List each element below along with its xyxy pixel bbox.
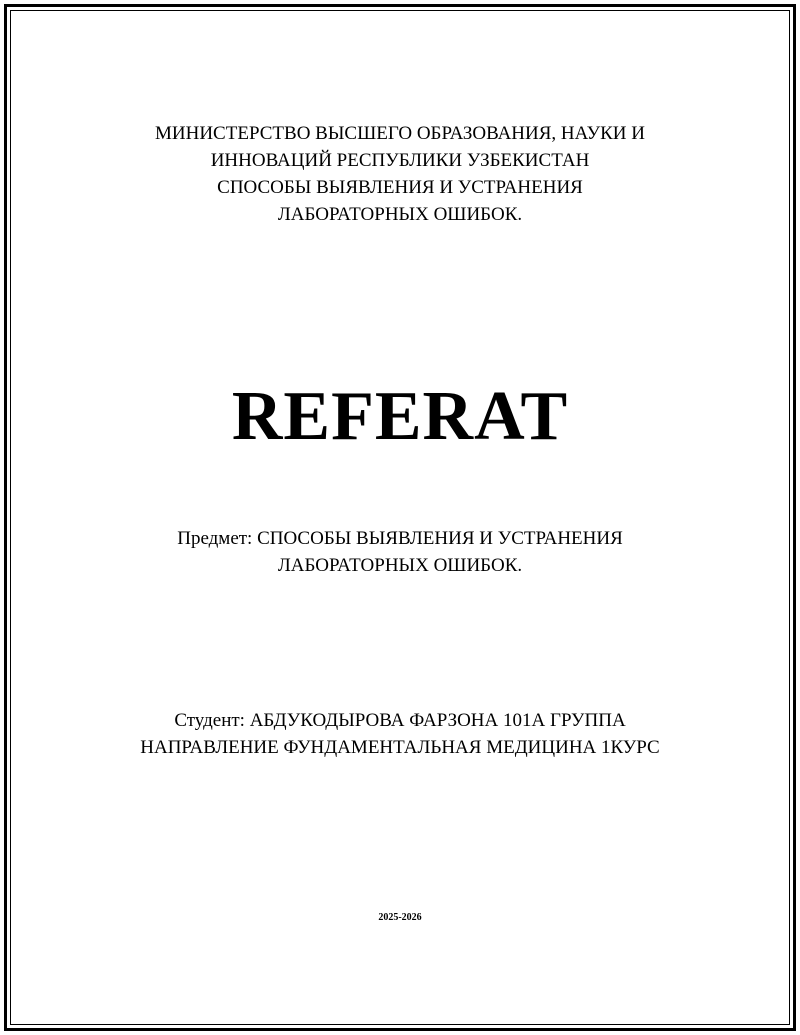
subject-line-2: ЛАБОРАТОРНЫХ ОШИБОК. [277, 555, 523, 576]
ministry-header-line-1: МИНИСТЕРСТВО ВЫСШЕГО ОБРАЗОВАНИЯ, НАУКИ И [155, 123, 645, 144]
student-line-2: НАПРАВЛЕНИЕ ФУНДАМЕНТАЛЬНАЯ МЕДИЦИНА 1КУРС [140, 737, 660, 758]
academic-year: 2025-2026 [378, 912, 422, 923]
ministry-header-line-3: СПОСОБЫ ВЫЯВЛЕНИЯ И УСТРАНЕНИЯ [217, 177, 583, 198]
document-title-block [0, 375, 800, 459]
ministry-header-line-2: ИННОВАЦИЙ РЕСПУБЛИКИ УЗБЕКИСТАН [210, 150, 590, 171]
subject-line-1: Предмет: СПОСОБЫ ВЫЯВЛЕНИЯ И УСТРАНЕНИЯ [177, 528, 623, 549]
academic-year-section [0, 911, 800, 925]
subject-section [0, 525, 800, 579]
student-line-1: Студент: АБДУКОДЫРОВА ФАРЗОНА 101А ГРУППА [174, 710, 626, 731]
student-section [0, 707, 800, 761]
ministry-header-line-4: ЛАБОРАТОРНЫХ ОШИБОК. [277, 204, 523, 225]
document-title: REFERAT [231, 378, 569, 455]
ministry-header [0, 120, 800, 228]
